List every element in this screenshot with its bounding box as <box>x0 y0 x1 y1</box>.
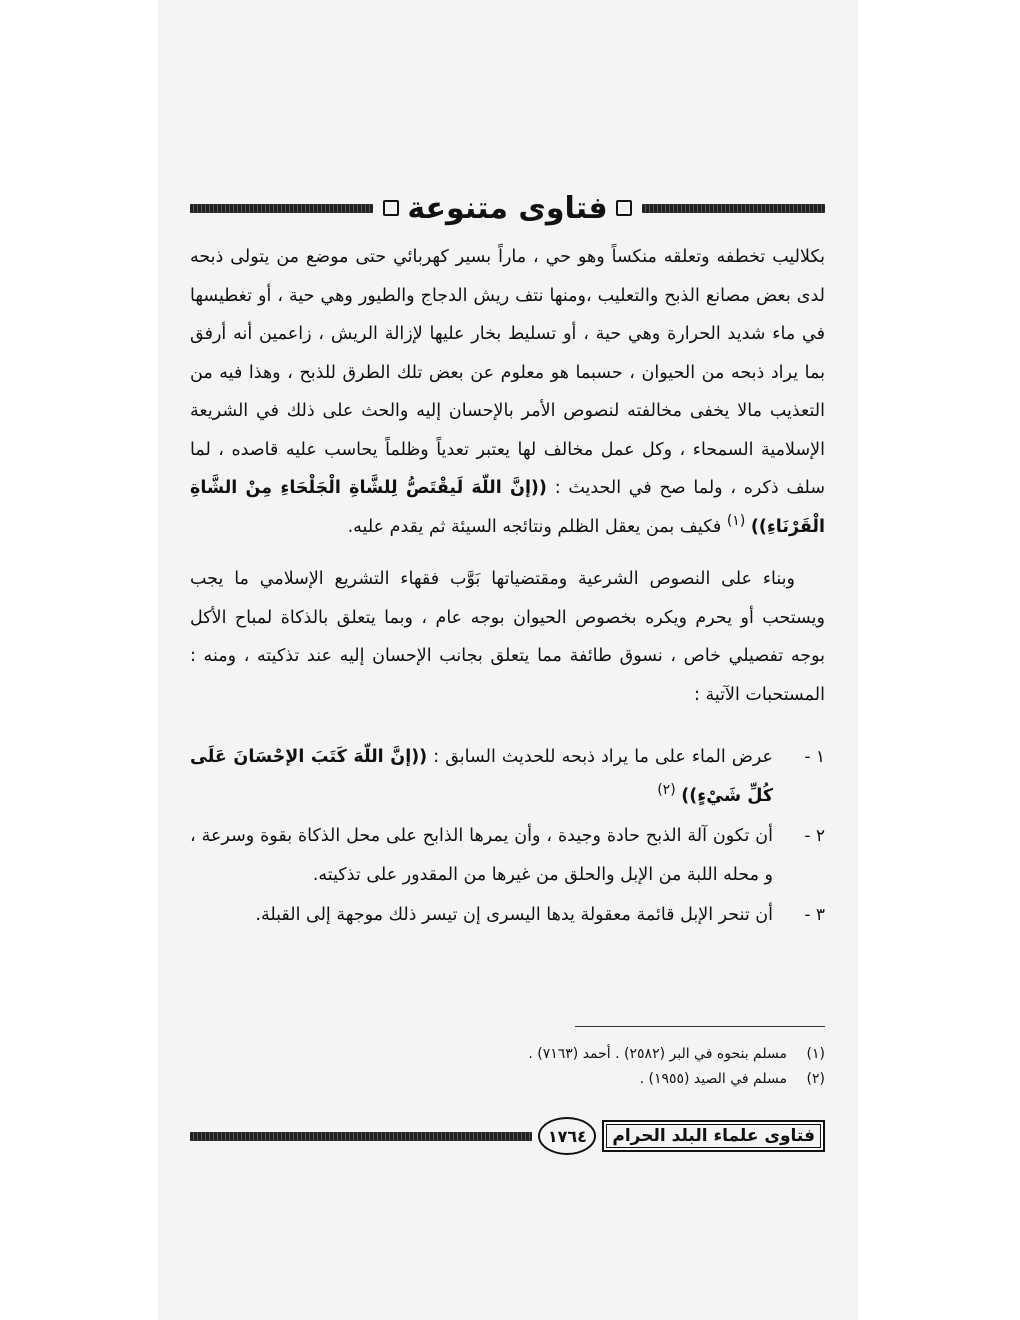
header-rule-left <box>190 204 373 213</box>
paragraph-2: وبناء على النصوص الشرعية ومقتضياتها بَوَّب فقهاء التشريع الإسلامي ما يجب ويستحب أو يحرم ويكره بخصوص الحيوان بوجه عام ، وبما يتعلق بالذكاة لمباح الأكل بوجه تفصيلي خاص ، نسوق طائفة مما يتعلق بجانب الإحسان إليه عند تذكيته ، ومنه : المستحبات الآتية : <box>190 569 825 705</box>
list-text <box>190 738 773 815</box>
footnote-text: مسلم في الصيد (١٩٥٥) . <box>639 1071 787 1087</box>
text-line: زاعمين أنه أرفق بما يراد ذبحه من الحيوان ، حسبما هو معلوم عن بعض تلك الطرق <box>190 324 825 383</box>
text-line: والحث على ذلك في الشريعة الإسلامية السمحاء ، وكل عمل مخالف لها يعتبر تعدياً <box>190 401 825 460</box>
footnote-ref: (٢) <box>657 781 676 798</box>
page-number: ١٧٦٤ <box>538 1117 596 1155</box>
main-text <box>190 238 825 937</box>
recommendations-list <box>190 738 825 935</box>
book-page <box>190 160 825 1170</box>
page-header <box>190 186 825 230</box>
square-icon <box>383 200 399 216</box>
list-item <box>190 738 825 815</box>
text-line: حية ، أو تغطيسها في ماء شديد الحرارة وهي حية ، أو تسليط بخار عليها لإزالة الريش ، <box>190 285 825 344</box>
text-line: بكلاليب تخطفه وتعلقه منكساً وهو حي ، ماراً بسير كهربائي حتى موضع من <box>276 247 825 267</box>
list-item <box>190 896 825 935</box>
header-rule-right <box>642 204 825 213</box>
list-number: ١ - <box>804 747 825 767</box>
footnote-number: (٢) <box>806 1071 825 1087</box>
list-text: أن تنحر الإبل قائمة معقولة يدها اليسرى إن تيسر ذلك موجهة إلى القبلة. <box>255 905 773 925</box>
square-icon <box>616 200 632 216</box>
text-line: فكيف بمن يعقل الظلم ونتائجه السيئة ثم يقدم <box>389 516 722 537</box>
footnotes <box>190 1042 825 1092</box>
list-number: ٢ - <box>804 826 825 846</box>
list-number: ٣ - <box>804 905 825 925</box>
footer-rule <box>190 1132 532 1141</box>
list-text-part: عرض الماء على ما يراد ذبحه للحديث السابق : <box>433 747 773 767</box>
text-line: للذبح ، وهذا فيه من التعذيب مالا يخفى مخالفته لنصوص الأمر بالإحسان إليه <box>190 362 825 421</box>
hadith-quote: ((إنَّ اللّهَ كَتَبَ الإحْسَانَ عَلَى كُلِّ شَيْءٍ)) <box>190 747 773 806</box>
footnote <box>190 1042 825 1067</box>
footnote-number: (١) <box>806 1046 825 1062</box>
text-line: وظلماً يحاسب عليه قاصده ، لما سلف ذكره ، ولما صح في الحديث : <box>190 439 825 498</box>
page-footer <box>190 1112 825 1160</box>
header-title-group <box>373 191 641 226</box>
hadith-quote: ((إنَّ اللّهَ لَيقْتَصُّ لِلشَّاةِ الْجَلْحَاءِ مِنْ الشَّاةِ الْقَرْنَاءِ)) <box>190 478 825 537</box>
text-line: يتولى ذبحه لدى بعض مصانع الذبح والتعليب ،ومنها نتف ريش الدجاج والطيور وهي <box>190 247 825 306</box>
section-title: فتاوى متنوعة <box>407 190 608 226</box>
footnote-divider <box>575 1026 825 1027</box>
footnote-text: مسلم بنحوه في البر (٢٥٨٢) . أحمد (٧١٦٣) . <box>528 1046 787 1062</box>
paragraph-1 <box>190 238 825 546</box>
footnote <box>190 1067 825 1092</box>
book-title: فتاوى علماء البلد الحرام <box>602 1120 825 1152</box>
footnote-ref: (١) <box>726 512 746 529</box>
text-line: عليه. <box>347 516 385 537</box>
list-item <box>190 817 825 894</box>
list-text: أن تكون آلة الذبح حادة وجيدة ، وأن يمرها الذابح على محل الذكاة بقوة وسرعة ، و محله اللبة من الإبل والحلق من غيرها من المقدور على تذكيته. <box>190 826 773 885</box>
